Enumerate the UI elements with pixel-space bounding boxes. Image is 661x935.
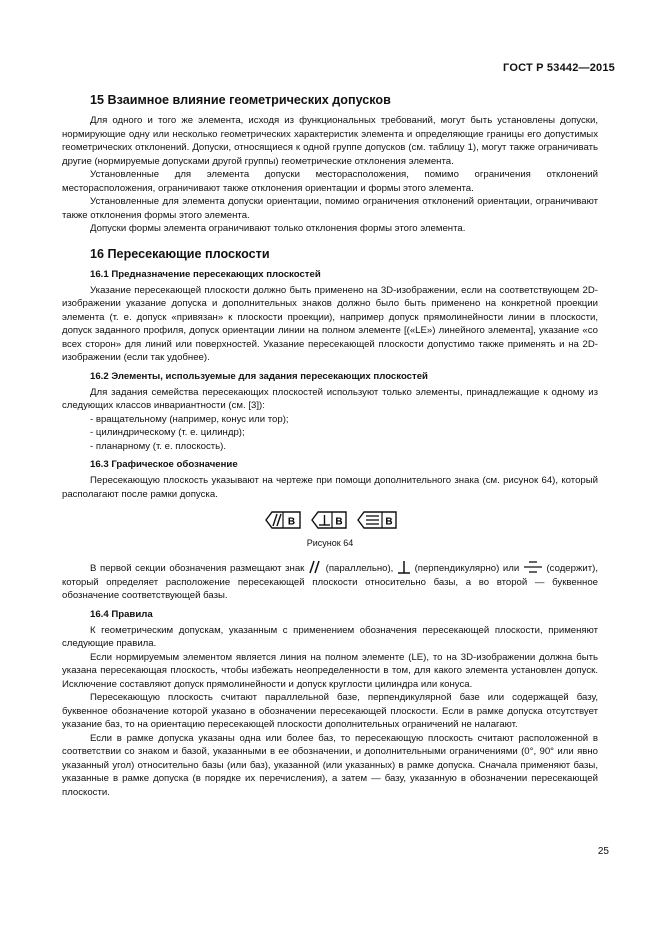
section-15-paragraph-4: Допуски формы элемента ограничивают только отклонения формы этого элемента. [90, 223, 466, 234]
figure-caption: Рисунок 64 [306, 537, 354, 548]
section-15-paragraph-3: Установленные для элемента допуски ориентации, помимо ограничения отклонений ориентации, ограничивают также отклонения формы этого элемента. [62, 196, 598, 221]
section-15-title: 15 Взаимное влияние геометрических допусков [90, 93, 391, 107]
section-16-3-paragraph-1: Пересекающую плоскость указывают на чертеже при помощи дополнительного знака (см. рисунок 64), который располагают после рамки допуска. [62, 475, 598, 500]
perpendicular-plane-indicator [312, 512, 346, 528]
contains-plane-indicator [358, 512, 396, 528]
list-item: - планарному (т. е. плоскость). [90, 440, 598, 454]
perpendicular-icon [397, 560, 411, 574]
figure-64 [62, 510, 598, 535]
text-segment: (параллельно), [325, 563, 394, 574]
section-16-3-title: 16.3 Графическое обозначение [90, 459, 238, 470]
section-16-1-paragraph: Указание пересекающей плоскости должно быть применено на 3D-изображении, если на соответствующем 2D-изображении указание допуска и дополнительных знаков должно было быть применено на конкретной проекции элемента (т. е. допуск «привязан» к плоскости проекции), например допуск прямолинейности линии в плоскости, допуск заданного профиля, допуск ориентации линии на полном элементе [(«LE») линейного элемента], указание «со всех сторон» для линий или поверхностей. Указание пересекающей плоскости допустимо также применять и на 2D-изображении (если так удобнее). [62, 284, 598, 363]
datum-letter: B [287, 516, 296, 528]
text-segment: (содержит), который определяет расположение пересекающей плоскости относительно базы, а во второй — буквенное обозначение соответствующей базы. [62, 563, 598, 601]
text-segment: (перпендикулярно) или [414, 563, 520, 574]
parallel-plane-indicator [266, 512, 300, 528]
list-item: - вращательному (например, конус или тор); [90, 413, 598, 427]
section-16-4-title: 16.4 Правила [90, 608, 153, 620]
datum-letter: B [385, 516, 393, 528]
section-16-3-paragraph-2 [62, 560, 598, 603]
contains-icon [523, 560, 543, 574]
intersection-plane-symbols [260, 510, 400, 530]
section-16-2-paragraph: Для задания семейства пересекающих плоскостей используют только элементы, принадлежащие к одному из следующих классов инвариантности (см. [3]): [62, 386, 598, 411]
section-16-4-paragraph-3: Пересекающую плоскость считают параллельной базе, перпендикулярной базе или содержащей базу, буквенное обозначение которой указано в обозначении пересекающей плоскости. Если в рамке допуска отсутствует указание баз, то на ориентацию пересекающей плоскости дополнительных ограничений не налагают. [62, 692, 598, 730]
section-16-4-paragraph-2: Если нормируемым элементом является линия на полном элементе (LE), то на 3D-изображении должна быть указана пересекающая плоскость, чтобы избежать неопределенности в том, для какого элемента установлен допуск. Исключение составляют допуск прямолинейности и допуск круглости цилиндра или конуса. [62, 651, 598, 690]
datum-letter: B [335, 516, 343, 528]
section-16-title: 16 Пересекающие плоскости [90, 246, 270, 261]
section-15-paragraph-2: Установленные для элемента допуски месторасположения, помимо ограничения отклонений месторасположения, ограничивают также отклонения ориентации и формы этого элемента. [62, 169, 598, 194]
section-16-2-title: 16.2 Элементы, используемые для задания пересекающих плоскостей [90, 370, 428, 382]
parallel-icon [308, 560, 322, 574]
section-16-1-title: 16.1 Предназначение пересекающих плоскостей [90, 268, 321, 280]
text-segment: В первой секции обозначения размещают знак [90, 563, 305, 574]
invariance-class-list [62, 413, 598, 454]
page-number: 25 [597, 846, 609, 857]
section-16-4-paragraph-4: Если в рамке допуска указаны одна или более баз, то пересекающую плоскость считают расположенной в соответствии со знаком и базой, указанными в ее обозначении, и дополнительными ограничениями (0°, 90° или явно указанный угол) относительно базы (или баз), указанной (или указанных) в рамке допуска. Сначала применяют базы, указанные в рамке допуска (в порядке их перечисления), а затем — базу, указанную в обозначении пересекающей плоскости. [62, 732, 598, 798]
section-16-4-paragraph-1: К геометрическим допускам, указанным с применением обозначения пересекающей плоскости, применяют следующие правила. [62, 624, 598, 649]
section-15-paragraph-1: Для одного и того же элемента, исходя из функциональных требований, могут быть установлены допуски, нормирующие одну или несколько геометрических характеристик элемента и определяющие границы его допустимых геометрических отклонений. Допуски, относящиеся к одной группе допусков (см. таблицу 1), могут также ограничивать другие (нормируемые допусками другой группы) геометрические отклонения элемента. [62, 115, 598, 167]
page-content [62, 92, 598, 799]
list-item: - цилиндрическому (т. е. цилиндр); [90, 426, 598, 440]
document-id-header: ГОСТ Р 53442—2015 [503, 62, 615, 74]
